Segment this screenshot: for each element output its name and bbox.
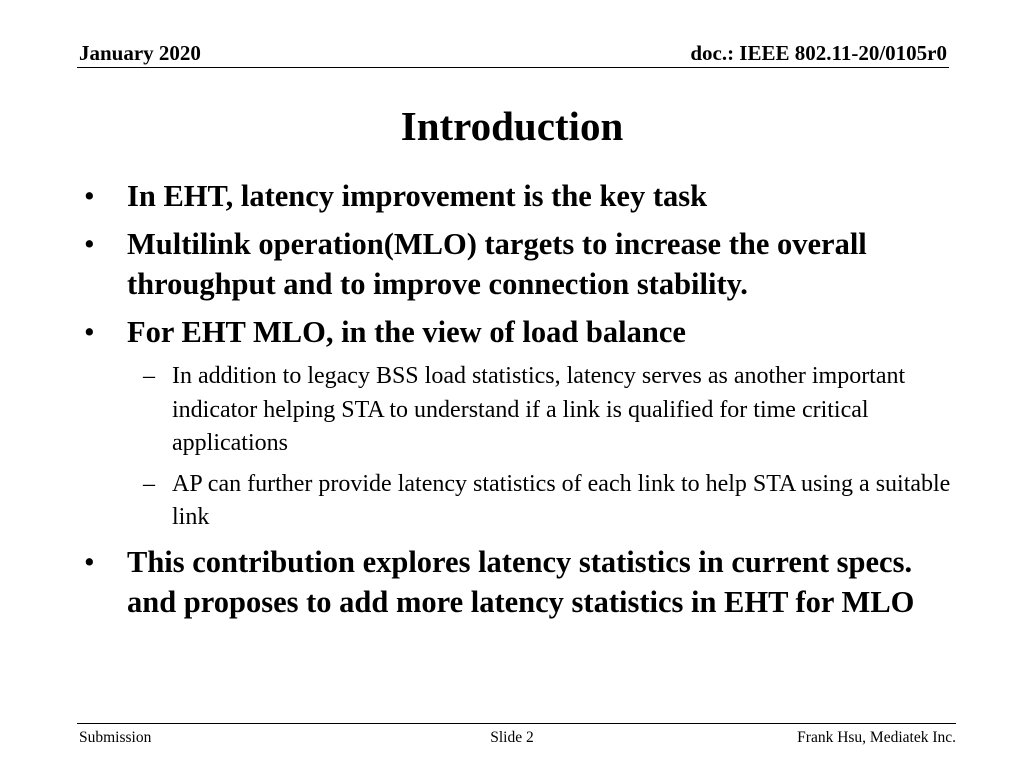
bullet-dot-icon: • xyxy=(84,544,95,579)
dash-icon: – xyxy=(143,363,155,389)
sub-bullet-text: AP can further provide latency statistics of each link to help STA using a suitable link xyxy=(172,470,951,530)
header-divider xyxy=(77,67,949,68)
bullet-item xyxy=(80,224,960,304)
bullet-dot-icon: • xyxy=(84,315,95,349)
bullet-dot-icon: • xyxy=(84,227,95,261)
sub-bullet-item xyxy=(80,360,960,461)
sub-bullet-list xyxy=(80,360,960,535)
bullet-text: For EHT MLO, in the view of load balance xyxy=(127,315,686,349)
header-date: January 2020 xyxy=(79,41,201,65)
slide-title: Introduction xyxy=(400,103,624,149)
dash-icon: – xyxy=(143,470,155,497)
bullet-text: Multilink operation(MLO) targets to increase the overall throughput and to improve connection stability. xyxy=(127,227,867,301)
footer-slide-number: Slide 2 xyxy=(490,729,534,746)
sub-bullet-item xyxy=(80,468,960,535)
footer-divider xyxy=(77,723,956,724)
bullet-text: In EHT, latency improvement is the key task xyxy=(127,179,708,213)
slide-body xyxy=(80,176,960,630)
bullet-item xyxy=(80,176,960,216)
bullet-dot-icon: • xyxy=(84,179,95,213)
footer-submission: Submission xyxy=(79,729,152,746)
bullet-item xyxy=(80,312,960,352)
bullet-text: This contribution explores latency statistics in current specs. and proposes to add more latency statistics in EHT for MLO xyxy=(127,544,915,619)
bullet-item xyxy=(80,542,960,622)
sub-bullet-text: In addition to legacy BSS load statistics, latency serves as another important indicator helping STA to understand if a link is qualified for time critical applications xyxy=(172,363,906,456)
header-doc-id: doc.: IEEE 802.11-20/0105r0 xyxy=(690,41,947,65)
footer-author: Frank Hsu, Mediatek Inc. xyxy=(797,729,956,746)
